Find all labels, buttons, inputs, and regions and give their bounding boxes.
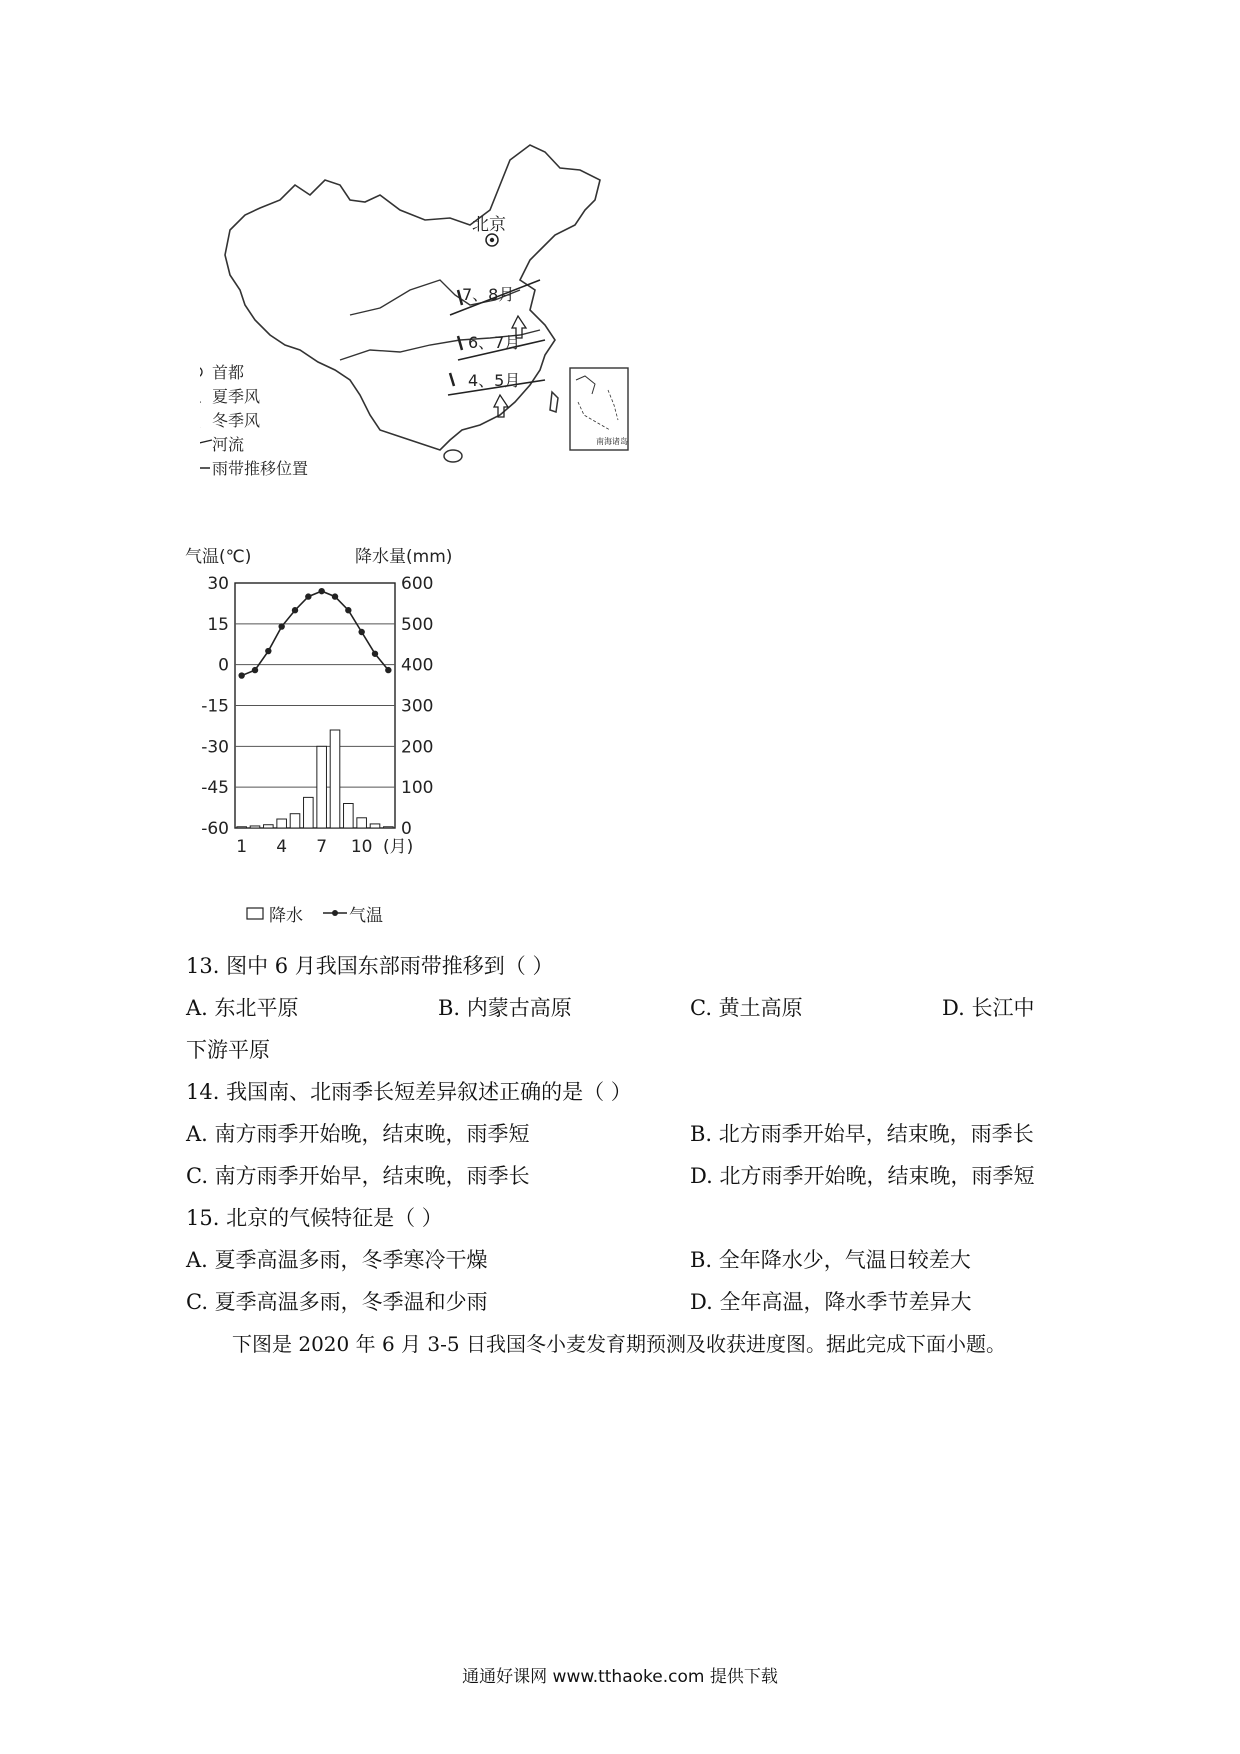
precipitation-tick-label: 600 [401,574,434,594]
temperature-tick-label: -15 [201,696,229,717]
temperature-point [372,651,378,657]
bar-legend-icon [247,908,263,919]
legend-label-summer-monsoon: 夏季风 [212,387,261,406]
capital-label: 北京 [472,215,506,235]
precipitation-bar [277,819,287,828]
china-rain-belt-map [200,140,720,520]
precipitation-bar [330,730,340,828]
temperature-tick-label: 15 [207,614,229,635]
left-axis-title: 气温(℃) [185,547,252,567]
temperature-point [332,593,338,599]
legend-label-rain-belt: 雨带推移位置 [212,459,309,478]
map-legend [200,363,308,478]
legend-label-precipitation: 降水 [269,906,303,926]
precipitation-bars [237,730,393,828]
precipitation-bar [317,746,327,828]
precipitation-tick-label: 500 [401,614,434,635]
question-13-option-c[interactable]: C. 黄土高原 [690,996,803,1020]
precipitation-tick-label: 300 [401,696,434,717]
legend-capital-icon [200,367,202,377]
question-13-option-d[interactable]: D. 长江中 [942,996,1035,1020]
china-outline [225,145,600,450]
month-tick-label: 10 [350,837,373,857]
temperature-tick-label: -45 [201,778,229,799]
temperature-point [278,623,284,629]
precipitation-bar [304,797,314,828]
precipitation-axis [401,574,433,839]
temperature-point [318,588,324,594]
temperature-point [345,607,351,613]
rain-belt-label-6-7: 6、7月 [468,333,521,352]
precipitation-tick-label: 100 [401,778,434,799]
month-tick-label: 1 [236,837,248,857]
temperature-tick-label: -30 [201,737,229,758]
temperature-point [252,667,258,673]
month-tick-label: 4 [276,837,288,857]
month-axis-unit: (月) [383,837,414,857]
precipitation-bar [237,827,247,828]
question-13-stem: 13. 图中 6 月我国东部雨带推移到（ ） [186,954,554,978]
next-section-intro: 下图是 2020 年 6 月 3-5 日我国冬小麦发育期预测及收获进度图。据此完成下面小题。 [232,1332,1006,1356]
question-13-option-a[interactable]: A. 东北平原 [186,996,299,1020]
temperature-polyline [242,591,389,675]
question-15-option-b[interactable]: B. 全年降水少，气温日较差大 [690,1248,971,1272]
question-14-option-a[interactable]: A. 南方雨季开始晚，结束晚，雨季短 [186,1122,530,1146]
temperature-tick-label: -60 [201,819,229,839]
precipitation-tick-label: 0 [401,819,412,839]
precipitation-bar [384,827,394,828]
precipitation-tick-label: 200 [401,737,434,758]
temperature-point [265,648,271,654]
question-15-option-c[interactable]: C. 夏季高温多雨，冬季温和少雨 [186,1290,488,1314]
temperature-tick-label: 0 [218,655,229,676]
question-15-option-d[interactable]: D. 全年高温，降水季节差异大 [690,1290,972,1314]
legend-label-temperature: 气温 [349,906,383,926]
precipitation-bar [344,804,354,829]
beijing-climate-chart [185,538,565,938]
winter-monsoon-arrow [458,336,462,350]
temperature-point [238,672,244,678]
temperature-point [292,607,298,613]
question-13-option-d-continuation: 下游平原 [186,1038,270,1062]
page-footer: 通通好课网 www.tthaoke.com 提供下载 [462,1667,778,1687]
inset-label: 南海诸岛 [596,437,628,446]
question-14-option-d[interactable]: D. 北方雨季开始晚，结束晚，雨季短 [690,1164,1035,1188]
question-14-stem: 14. 我国南、北雨季长短差异叙述正确的是（ ） [186,1080,632,1104]
precipitation-bar [290,814,300,828]
right-axis-title: 降水量(mm) [355,547,453,567]
winter-monsoon-arrow [450,373,454,386]
temperature-point [305,593,311,599]
line-legend-icon [323,910,347,916]
legend-label-river: 河流 [212,435,245,454]
month-axis [236,837,413,857]
precipitation-bar [370,824,380,828]
month-tick-label: 7 [316,837,328,857]
temperature-point [358,629,364,635]
temperature-tick-label: 30 [207,574,229,594]
taiwan-outline [550,392,558,412]
question-15-option-a[interactable]: A. 夏季高温多雨，冬季寒冷干燥 [186,1248,488,1272]
temperature-point [385,667,391,673]
rain-belt-label-4-5: 4、5月 [468,371,521,390]
precipitation-bar [250,826,260,828]
capital-icon [486,234,498,246]
question-14-option-b[interactable]: B. 北方雨季开始早，结束晚，雨季长 [690,1122,1034,1146]
precipitation-tick-label: 400 [401,655,434,676]
legend-label-winter-monsoon: 冬季风 [212,411,261,430]
precipitation-bar [264,825,274,828]
hainan-outline [444,450,462,462]
legend-river-icon [200,440,212,452]
precipitation-bar [357,818,367,828]
question-14-option-c[interactable]: C. 南方雨季开始早，结束晚，雨季长 [186,1164,530,1188]
question-15-stem: 15. 北京的气候特征是（ ） [186,1206,443,1230]
legend-label-capital: 首都 [212,363,245,382]
question-13-option-b[interactable]: B. 内蒙古高原 [438,996,572,1020]
temperature-axis [201,574,229,839]
rain-belt-label-7-8: 7、8月 [462,285,515,304]
